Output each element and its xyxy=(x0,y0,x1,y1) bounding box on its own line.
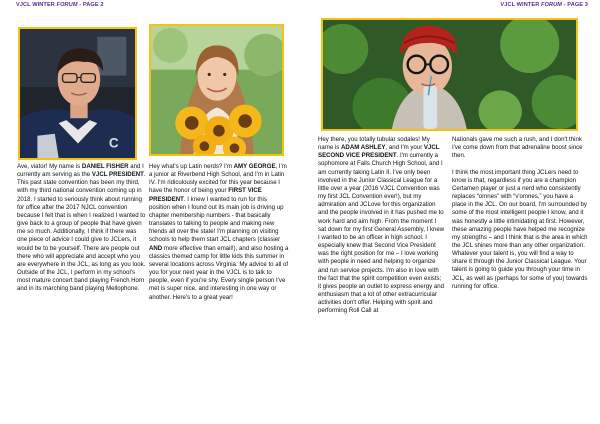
header-left-suffix: - PAGE 2 xyxy=(77,2,104,8)
text: and I currently am serving as the xyxy=(17,163,144,179)
office-highlight: VJCL PRESIDENT xyxy=(91,171,144,179)
bio-paragraph: Nationals gave me such a rush, and I don't think I've come down from that adrenaline boost since then. xyxy=(452,136,583,160)
portrait-adam-ashley xyxy=(321,18,578,131)
office-highlight: FIRST VICE PRESIDENT xyxy=(149,187,262,203)
bio-amy-george xyxy=(149,163,289,302)
text: , and I'm your xyxy=(385,144,424,152)
header-right-italic: FORUM xyxy=(541,2,563,8)
text: . I knew I wanted to run for this position when I found out its main job is driving up chapter membership numbers - that basically translates to talking to people and making new friends all over the state! I'm planning on visiting schools to help them start JCL chapters (classier xyxy=(149,195,284,244)
svg-text:C: C xyxy=(108,135,119,151)
page-header-right xyxy=(500,2,588,8)
name-highlight: ADAM ASHLEY xyxy=(341,144,386,152)
portrait-amy-george xyxy=(149,24,284,156)
page-header-left xyxy=(16,2,104,8)
portrait-daniel-fisher xyxy=(18,27,137,160)
text: Hey there, you totally tubular sodales! My name is xyxy=(318,136,430,152)
text: Ave, viator! My name is xyxy=(17,163,82,170)
bio-paragraph xyxy=(318,136,446,315)
bio-paragraph xyxy=(17,163,147,294)
text: . I'm currently a sophomore at Falls Church High School, and I am currently taking Latin II. I've only been involved in the Junior Classical League for a little over a year (2016 VJCL Convention was my first JCL Convention ever!), but my admiration and JCLove for this organization and the people involved in it has pushed me to work hard and aim high. From the moment I sat down for my first General Assembly, I knew I wanted to be an officer in high school. I especially knew that Second Vice President was the right position for me – I love working with people in need and helping to organize and run service projects. I'm also in love with the fact that the spirit competition even exists; it gives people an outlet to express energy and enthusiasm that a lot of other extracurricular activities don't offer. Helping with spirit and performing Roll Call at xyxy=(318,152,445,315)
emphasis: AND xyxy=(149,244,163,252)
text: more effective than email!), and also hosting a classics themed camp for little kids this summer in several locations across Virginia. My advice to all of you for your next year in the VJCL is to talk to people, even if you're shy. Every single person I've met is super nice, and interesting in one way or another. Here's to a great year! xyxy=(149,244,289,301)
text: Hey what's up Latin nerds? I'm xyxy=(149,163,234,170)
office-highlight: VJCL SECOND VICE PRESIDENT xyxy=(318,144,440,160)
bio-paragraph: I think the most important thing JCLers need to know is that, regardless if you are a champion Certamen player or just a nerd who consistently replaces “omnes” with “v'omnes,” you have a place in the JCL. On our board, I'm surrounded by some of the most intelligent people I know, and it was honestly a little intimidating at first. However, these amazing people have helped me recognize my strengths – and I think that is the area in which the JCL shines more than any other organization. Whatever your talent is, you will find a way to share it through the Junior Classical League. Your talent is going to guide you through your time in JCL, as well as (perhaps for some of you) towards running for office. xyxy=(452,168,588,290)
text: . This past state convention has been my third, with my third national convention coming up in 2018. I started to seriously think about running for office after the 2017 NJCL convention because I felt that is when I realized I wanted to give back to a group of people that have given me so much. Additionally, I think if there was one piece of advice I could give to JCLers, it would be to be yourself. There are people out there who will appreciate and accept who you are everywhere in the JCL, as long as you look. Outside of the JCL, I perform in my school's most mature concert band playing French Horn and in its marching band playing Mellophone. xyxy=(17,171,146,293)
bio-daniel-fisher xyxy=(17,163,147,294)
name-highlight: DANIEL FISHER xyxy=(81,163,129,170)
header-right-suffix: - PAGE 3 xyxy=(562,2,588,8)
header-left-prefix: VJCL WINTER xyxy=(16,2,57,8)
name-highlight: AMY GEORGE xyxy=(233,163,276,170)
header-left-italic: FORUM xyxy=(56,2,78,8)
header-right-prefix: VJCL WINTER xyxy=(500,2,541,8)
bio-adam-ashley xyxy=(318,136,446,315)
bio-adam-ashley-continued xyxy=(452,136,589,291)
text: , I'm a junior at Riverbend High School, and I'm in Latin IV. I'm ridiculously excited for this year because I have the honor of being your xyxy=(149,163,287,195)
bio-paragraph xyxy=(149,163,289,302)
